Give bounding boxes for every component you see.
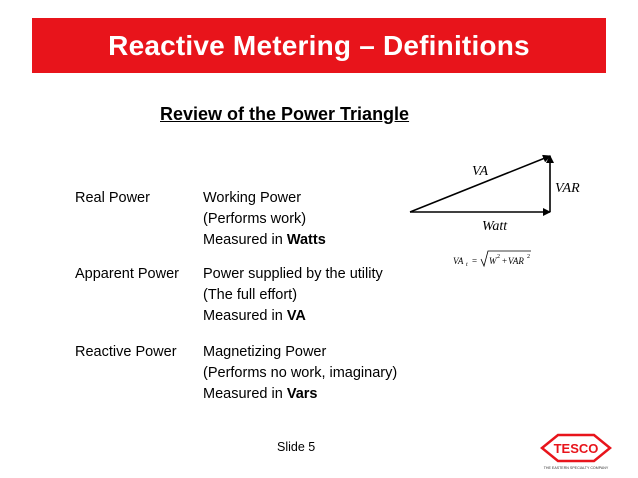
var-label: VAR: [555, 181, 580, 196]
tesco-logo: [540, 430, 612, 472]
unit-prefix: Measured in: [203, 232, 287, 248]
definition-description: [203, 188, 326, 251]
va-label: VA: [472, 164, 489, 179]
definition-term: Real Power: [75, 190, 150, 206]
logo-brand: TESCO: [553, 441, 599, 456]
power-triangle-diagram: [400, 150, 600, 270]
slide-number: Slide 5: [277, 440, 316, 454]
definition-line: Magnetizing Power: [203, 344, 327, 360]
definition-line: (The full effort): [203, 287, 298, 303]
definition-term: Reactive Power: [75, 344, 177, 360]
formula-var: VAR: [508, 256, 524, 266]
unit-prefix: Measured in: [203, 386, 287, 402]
formula-va: VA: [453, 256, 464, 266]
definition-line: Power supplied by the utility: [203, 266, 383, 282]
watt-label: Watt: [482, 219, 508, 234]
definition-description: [203, 264, 383, 327]
unit-name: VA: [286, 308, 306, 324]
unit-name: Vars: [286, 386, 318, 402]
definition-term: Apparent Power: [75, 266, 179, 282]
unit-name: Watts: [286, 232, 326, 248]
formula-subscript: t: [466, 262, 468, 268]
slide-subtitle: Review of the Power Triangle: [160, 104, 410, 124]
definition-unit-line: [203, 384, 397, 405]
logo-tagline: THE EASTERN SPECIALTY COMPANY: [543, 466, 609, 470]
title-bar: [32, 18, 606, 73]
formula-plus: +: [502, 256, 508, 266]
formula-w: W: [489, 256, 497, 266]
definition-line: (Performs work): [203, 211, 307, 227]
formula-exponent: 2: [497, 254, 500, 260]
definition-unit-line: [203, 306, 383, 327]
slide-title: Reactive Metering – Definitions: [108, 29, 530, 61]
formula-equals: =: [472, 256, 478, 266]
power-formula: [453, 251, 531, 268]
definition-unit-line: [203, 230, 326, 251]
unit-prefix: Measured in: [203, 308, 287, 324]
definition-line: (Performs no work, imaginary): [203, 365, 398, 381]
definition-line: Working Power: [203, 190, 302, 206]
formula-exponent: 2: [527, 254, 530, 260]
definition-description: [203, 342, 397, 405]
